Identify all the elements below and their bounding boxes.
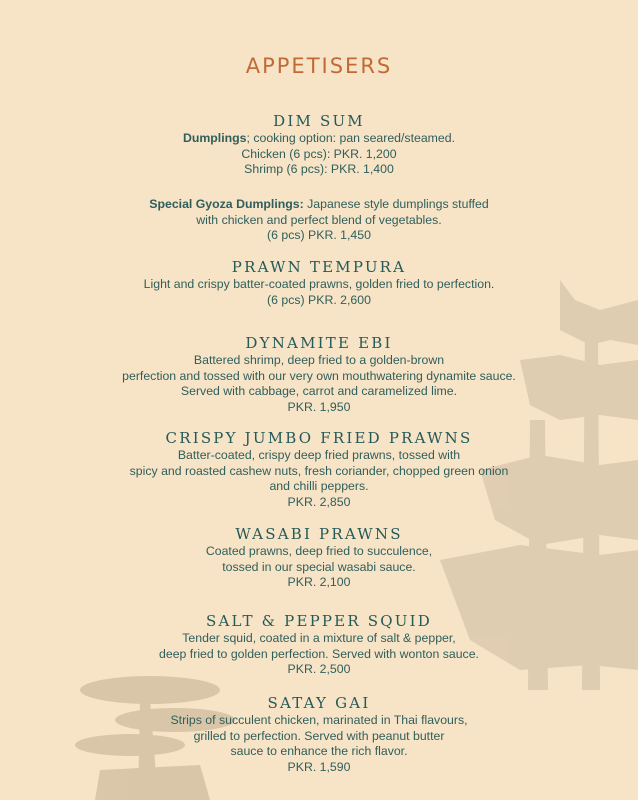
menu-item-dim-sum [0, 112, 638, 178]
item-subtitle-bold: Dumplings [182, 131, 247, 145]
item-description-line: Served with cabbage, carrot and caramelized lime. [180, 384, 458, 399]
item-name: SATAY GAI [267, 694, 371, 712]
item-price-line: (6 pcs) PKR. 1,450 [267, 228, 371, 243]
item-subtitle-rest: Japanese style dumplings stuffed [303, 197, 489, 211]
item-price-line: PKR. 1,950 [287, 399, 351, 414]
item-description-line: Light and crispy batter-coated prawns, golden fried to perfection. [143, 277, 495, 291]
section-title: APPETISERS [245, 54, 393, 78]
item-price-line: PKR. 1,590 [287, 759, 351, 774]
item-description-line: tossed in our special wasabi sauce. [222, 559, 416, 574]
item-subtitle-rest: ; cooking option: pan seared/steamed. [246, 131, 456, 145]
item-name: CRISPY JUMBO FRIED PRAWNS [165, 429, 473, 447]
menu-item-dynamite-ebi [0, 334, 638, 415]
item-price-line: PKR. 2,500 [287, 662, 351, 677]
item-description-line: with chicken and perfect blend of vegetables. [196, 212, 442, 227]
item-description-line: sauce to enhance the rich flavor. [230, 744, 408, 759]
item-price-line: PKR. 2,100 [287, 575, 351, 590]
item-description-line: Coated prawns, deep fried to succulence, [205, 544, 433, 558]
item-name: DIM SUM [273, 112, 365, 130]
item-name: DYNAMITE EBI [245, 334, 393, 352]
menu-item-prawn-tempura [0, 258, 638, 308]
item-option-line [0, 197, 638, 213]
item-price-line: Chicken (6 pcs): PKR. 1,200 [241, 146, 397, 161]
item-name: PRAWN TEMPURA [231, 258, 407, 276]
item-description-line: grilled to perfection. Served with peanut butter [193, 728, 445, 743]
menu-item-wasabi-prawns [0, 525, 638, 591]
menu-item-gyoza [0, 197, 638, 244]
menu-item-satay-gai [0, 694, 638, 775]
item-name: SALT & PEPPER SQUID [206, 612, 432, 630]
menu-item-salt-pepper-squid [0, 612, 638, 678]
item-price-line: PKR. 2,850 [287, 494, 351, 509]
item-description-line: spicy and roasted cashew nuts, fresh coriander, chopped green onion [129, 463, 509, 478]
item-option-line [0, 131, 638, 147]
item-description-line: Tender squid, coated in a mixture of salt & pepper, [182, 631, 456, 645]
item-description-line: Batter-coated, crispy deep fried prawns, tossed with [177, 448, 461, 462]
item-price-line: (6 pcs) PKR. 2,600 [267, 292, 371, 307]
item-name: WASABI PRAWNS [235, 525, 403, 543]
item-description-line: deep fried to golden perfection. Served with wonton sauce. [159, 646, 479, 661]
item-description-line: perfection and tossed with our very own mouthwatering dynamite sauce. [122, 368, 516, 383]
menu-item-crispy-jumbo-fried-prawns [0, 429, 638, 510]
item-description-line: Battered shrimp, deep fried to a golden-brown [193, 353, 445, 367]
item-price-line: Shrimp (6 pcs): PKR. 1,400 [244, 162, 394, 177]
item-description-line: Strips of succulent chicken, marinated in Thai flavours, [170, 713, 468, 727]
item-description-line: and chilli peppers. [269, 479, 369, 494]
item-subtitle-bold: Special Gyoza Dumplings: [149, 197, 304, 211]
